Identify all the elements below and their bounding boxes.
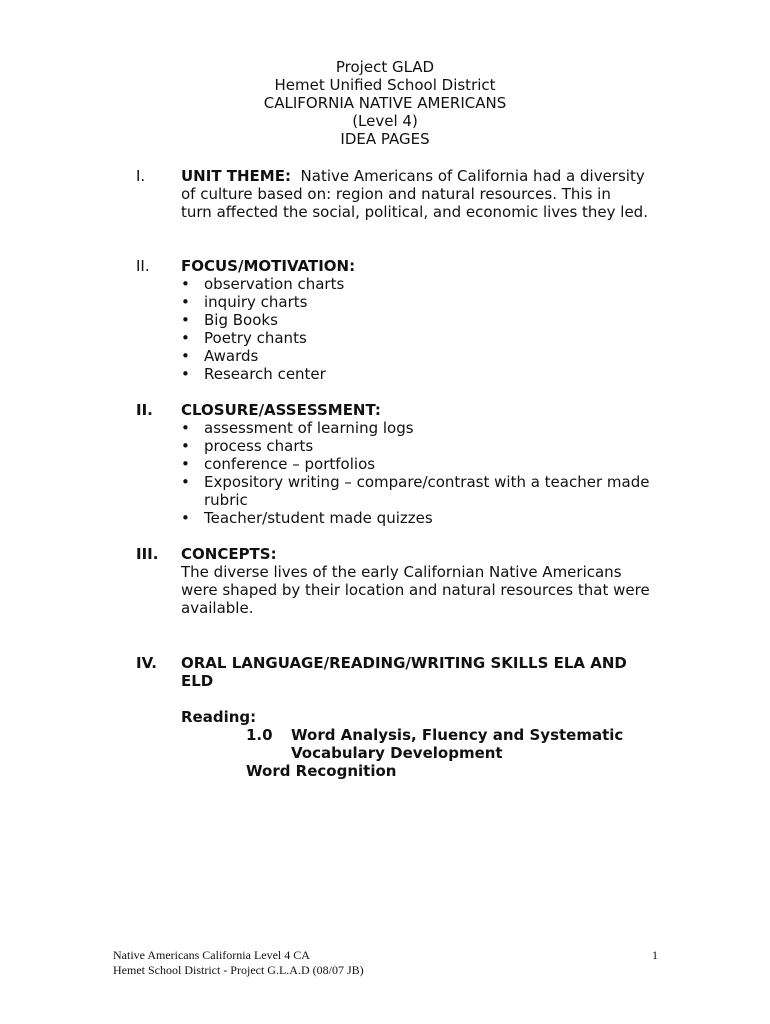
page-footer: [113, 948, 658, 978]
section-text: available.: [181, 599, 254, 617]
list-item: • Awards: [181, 347, 259, 365]
list-item: • observation charts: [181, 275, 345, 293]
list-item: • Research center: [181, 365, 326, 383]
section-text: were shaped by their location and natural resources that were: [181, 581, 650, 599]
section-heading: CONCEPTS:: [181, 545, 277, 563]
standard-title: Word Analysis, Fluency and Systematic: [291, 726, 624, 744]
footer-line: Native Americans California Level 4 CA: [113, 948, 310, 962]
list-item: • Teacher/student made quizzes: [181, 509, 433, 527]
bullet-list: [181, 275, 656, 383]
header-level: (Level 4): [352, 112, 418, 130]
section-unit-theme: [136, 167, 656, 221]
section-text: of culture based on: region and natural resources. This in: [181, 185, 611, 203]
section-text: The diverse lives of the early Californian Native Americans: [181, 563, 622, 581]
bullet-icon: •: [181, 329, 190, 347]
list-item: • process charts: [181, 437, 314, 455]
page-number: 1: [652, 948, 658, 962]
section-concepts: [136, 545, 656, 617]
section-heading: ELD: [181, 672, 214, 690]
bullet-icon: •: [181, 293, 190, 311]
footer-line: Hemet School District - Project G.L.A.D (08/07 JB): [113, 963, 364, 977]
section-heading: UNIT THEME:: [181, 167, 291, 185]
section-number: I.: [136, 167, 146, 185]
section-heading: ORAL LANGUAGE/READING/WRITING SKILLS ELA AND: [181, 654, 627, 672]
bullet-icon: •: [181, 275, 190, 293]
sub-heading: Word Recognition: [246, 762, 397, 780]
section-oral-language: [136, 654, 656, 780]
bullet-list: [181, 419, 656, 527]
standard-title: Vocabulary Development: [291, 744, 503, 762]
section-number: II.: [136, 257, 150, 275]
bullet-icon: •: [181, 419, 190, 437]
bullet-icon: •: [181, 437, 190, 455]
section-number: IV.: [136, 654, 157, 672]
standard-number: 1.0: [246, 726, 273, 744]
bullet-icon: •: [181, 509, 190, 527]
section-text: Native Americans of California had a diversity: [300, 167, 645, 185]
header-idea-pages: IDEA PAGES: [340, 130, 430, 148]
bullet-icon: •: [181, 473, 190, 491]
standard-heading: [246, 726, 656, 762]
section-text: turn affected the social, political, and economic lives they led.: [181, 203, 648, 221]
bullet-icon: •: [181, 347, 190, 365]
bullet-icon: •: [181, 455, 190, 473]
list-item: • conference – portfolios: [181, 455, 376, 473]
header-district: Hemet Unified School District: [274, 76, 496, 94]
bullet-icon: •: [181, 365, 190, 383]
section-heading: FOCUS/MOTIVATION:: [181, 257, 356, 275]
section-number: III.: [136, 545, 159, 563]
section-focus-motivation: [136, 257, 656, 383]
section-heading: CLOSURE/ASSESSMENT:: [181, 401, 381, 419]
document-header: [0, 58, 770, 148]
bullet-icon: •: [181, 311, 190, 329]
list-item: • assessment of learning logs: [181, 419, 414, 437]
header-project: Project GLAD: [335, 58, 435, 76]
section-closure-assessment: [136, 401, 656, 527]
list-item: • Expository writing – compare/contrast with a teacher made rubric: [181, 473, 650, 509]
list-item: • inquiry charts: [181, 293, 308, 311]
list-item: • Poetry chants: [181, 329, 307, 347]
header-unit-title: CALIFORNIA NATIVE AMERICANS: [263, 94, 507, 112]
list-item: • Big Books: [181, 311, 278, 329]
section-number: II.: [136, 401, 153, 419]
reading-heading: Reading:: [181, 708, 257, 726]
